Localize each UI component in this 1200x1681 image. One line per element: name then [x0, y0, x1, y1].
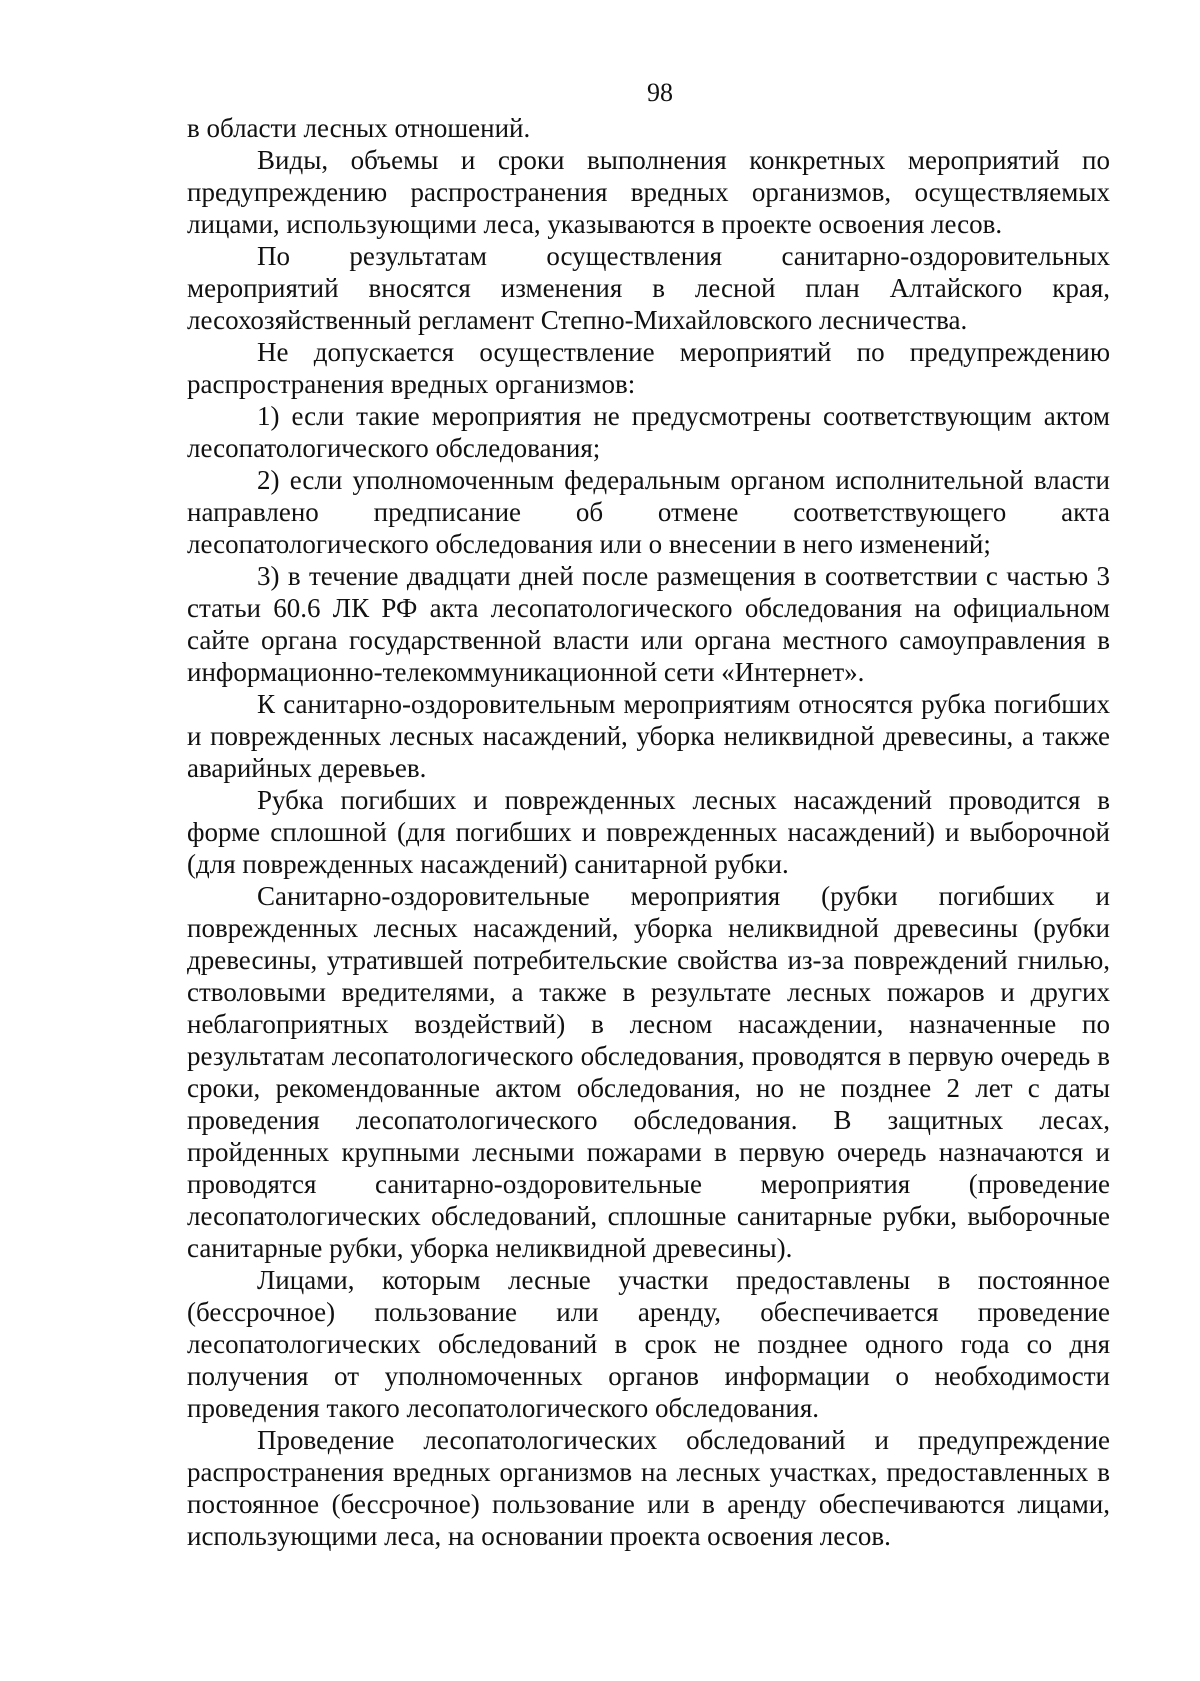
document-body	[187, 112, 1110, 1552]
paragraph-types-volumes: Виды, объемы и сроки выполнения конкретных мероприятий по предупреждению распространения вредных организмов, осуществляемых лицами, использующими леса, указываются в проекте освоения лесов.	[187, 145, 1110, 239]
list-item-2: 2) если уполномоченным федеральным органом исполнительной власти направлено предписание об отмене соответствующего акта лесопатологического обследования или о внесении в него изменений;	[187, 465, 1110, 559]
paragraph-felling-forms: Рубка погибших и поврежденных лесных насаждений проводится в форме сплошной (для погибших и поврежденных насаждений) и выборочной (для поврежденных насаждений) санитарной рубки.	[187, 785, 1110, 879]
list-item-1: 1) если такие мероприятия не предусмотрены соответствующим актом лесопатологического обследования;	[187, 401, 1110, 463]
list-item-3: 3) в течение двадцати дней после размещения в соответствии с частью 3 статьи 60.6 ЛК РФ акта лесопатологического обследования на официальном сайте органа государственной власти или органа местного самоуправления в информационно-телекоммуникационной сети «Интернет».	[187, 561, 1110, 687]
paragraph-results-changes: По результатам осуществления санитарно-оздоровительных мероприятий вносятся изменения в лесной план Алтайского края, лесохозяйственный регламент Степно-Михайловского лесничества.	[187, 241, 1110, 335]
page-number: 98	[647, 78, 673, 107]
paragraph-lessees-obligations: Лицами, которым лесные участки предоставлены в постоянное (бессрочное) пользование или аренду, обеспечивается проведение лесопатологических обследований в срок не позднее одного года со дня получения от уполномоченных органов информации о необходимости проведения такого лесопатологического обследования.	[187, 1265, 1110, 1423]
paragraph-not-allowed: Не допускается осуществление мероприятий по предупреждению распространения вредных организмов:	[187, 337, 1110, 399]
paragraph-sanitary-measures: К санитарно-оздоровительным мероприятиям относятся рубка погибших и поврежденных лесных насаждений, уборка неликвидной древесины, а также аварийных деревьев.	[187, 689, 1110, 783]
paragraph-surveys-provision: Проведение лесопатологических обследований и предупреждение распространения вредных организмов на лесных участках, предоставленных в постоянное (бессрочное) пользование или в аренду обеспечиваются лицами, использующими леса, на основании проекта освоения лесов.	[187, 1425, 1110, 1551]
paragraph-sanitary-details: Санитарно-оздоровительные мероприятия (рубки погибших и поврежденных лесных насаждений, уборка неликвидной древесины (рубки древесины, утратившей потребительские свойства из-за повреждений гнилью, стволовыми вредителями, а также в результате лесных пожаров и других неблагоприятных воздействий) в лесном насаждении, назначенные по результатам лесопатологического обследования, проводятся в первую очередь в сроки, рекомендованные актом обследования, но не позднее 2 лет с даты проведения лесопатологического обследования. В защитных лесах, пройденных крупными лесными пожарами в первую очередь назначаются и проводятся санитарно-оздоровительные мероприятия (проведение лесопатологических обследований, сплошные санитарные рубки, выборочные санитарные рубки, уборка неликвидной древесины).	[187, 881, 1110, 1263]
paragraph-continuation: в области лесных отношений.	[187, 113, 531, 143]
